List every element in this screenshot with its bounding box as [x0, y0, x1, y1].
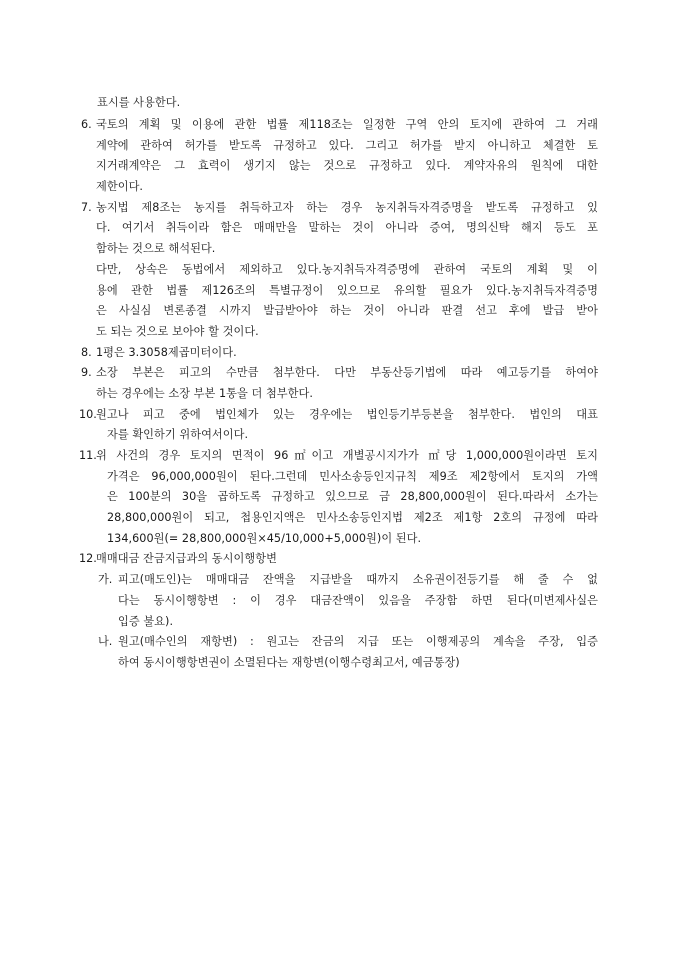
text-line: 함하는 것으로 해석된다. — [96, 242, 216, 255]
item-number: 8. — [81, 346, 92, 359]
text-line: 28,800,000원이 되고, 첩용인지액은 민사소송등인지법 제2조 제1항 2호의 규정에 따라 — [107, 511, 598, 524]
text-line: 다는 동시이행항변 : 이 경우 대금잔액이 있음을 주장함 하면 된다(미변제사실은 — [118, 594, 598, 607]
item-number: 10. — [79, 408, 97, 421]
text-line: 원고나 피고 중에 법인체가 있는 경우에는 법인등기부등본을 첨부한다. 법인의 대표 — [96, 408, 598, 421]
text-line: 제한이다. — [96, 180, 144, 193]
text-line: 표시를 사용한다. — [97, 96, 181, 109]
text-line: 위 사건의 경우 토지의 면적이 96㎡이고 개별공시지가가 ㎡당 1,000,000원이라면 토지 — [96, 449, 598, 462]
item-number: 7. — [81, 201, 92, 214]
text-line: 원고(매수인의 재항변) : 원고는 잔금의 지급 또는 이행제공의 계속을 주장, 입증 — [118, 635, 598, 648]
text-line: 하여 동시이행항변권이 소멸된다는 재항변(이행수령최고서, 예금통장) — [118, 656, 460, 669]
item-number: 9. — [81, 366, 92, 379]
text-line: 은 사실심 변론종결 시까지 발급받아야 하는 것이 아니라 판결 선고 후에 발급 받아 — [96, 304, 598, 317]
text-line: 국토의 계획 및 이용에 관한 법률 제118조는 일정한 구역 안의 토지에 관하여 그 거래 — [96, 118, 598, 131]
item-number: 12. — [79, 552, 97, 565]
text-line: 자를 확인하기 위하여서이다. — [107, 428, 249, 441]
text-line: 농지법 제8조는 농지를 취득하고자 하는 경우 농지취득자격증명을 받도록 규정하고 있 — [96, 201, 598, 214]
text-line: 하는 경우에는 소장 부본 1통을 더 첨부한다. — [96, 387, 313, 400]
text-line: 계약에 관하여 허가를 받도록 규정하고 있다. 그리고 허가를 받지 아니하고 체결한 토 — [96, 139, 598, 152]
text-line: 매매대금 잔금지급과의 동시이행항변 — [96, 552, 277, 565]
text-line: 다만, 상속은 동법에서 제외하고 있다.농지취득자격증명에 관하여 국토의 계획 및 이 — [96, 263, 598, 276]
text-line: 도 되는 것으로 보아야 할 것이다. — [96, 325, 259, 338]
text-line: 피고(매도인)는 매매대금 잔액을 지급받을 때까지 소유권이전등기를 해 줄 수 없 — [118, 573, 598, 586]
text-line: 소장 부본은 피고의 수만큼 첨부한다. 다만 부동산등기법에 따라 예고등기를 하여야 — [96, 366, 598, 379]
text-line: 가격은 96,000,000원이 된다.그런데 민사소송등인지규칙 제9조 제2항에서 토지의 가액 — [107, 470, 598, 483]
sub-item-marker: 가. — [98, 573, 113, 586]
text-line: 은 100분의 30을 곱하도록 규정하고 있으므로 금 28,800,000원이 된다.따라서 소가는 — [107, 490, 598, 503]
text-line: 용에 관한 법률 제126조의 특별규정이 있으므로 유의할 필요가 있다.농지취득자격증명 — [96, 284, 598, 297]
text-line: 지거래계약은 그 효력이 생기지 않는 것으로 규정하고 있다. 계약자유의 원칙에 대한 — [96, 159, 598, 172]
text-line: 1평은 3.3058제곱미터이다. — [96, 346, 237, 359]
sub-item-marker: 나. — [98, 635, 113, 648]
text-line: 입증 불요). — [118, 615, 174, 628]
item-number: 6. — [81, 118, 92, 131]
item-number: 11. — [79, 449, 97, 462]
text-line: 다. 여기서 취득이라 함은 매매만을 말하는 것이 아니라 증여, 명의신탁 해지 등도 포 — [96, 221, 598, 234]
text-line: 134,600원(= 28,800,000원×45/10,000+5,000원)이 된다. — [107, 532, 422, 545]
